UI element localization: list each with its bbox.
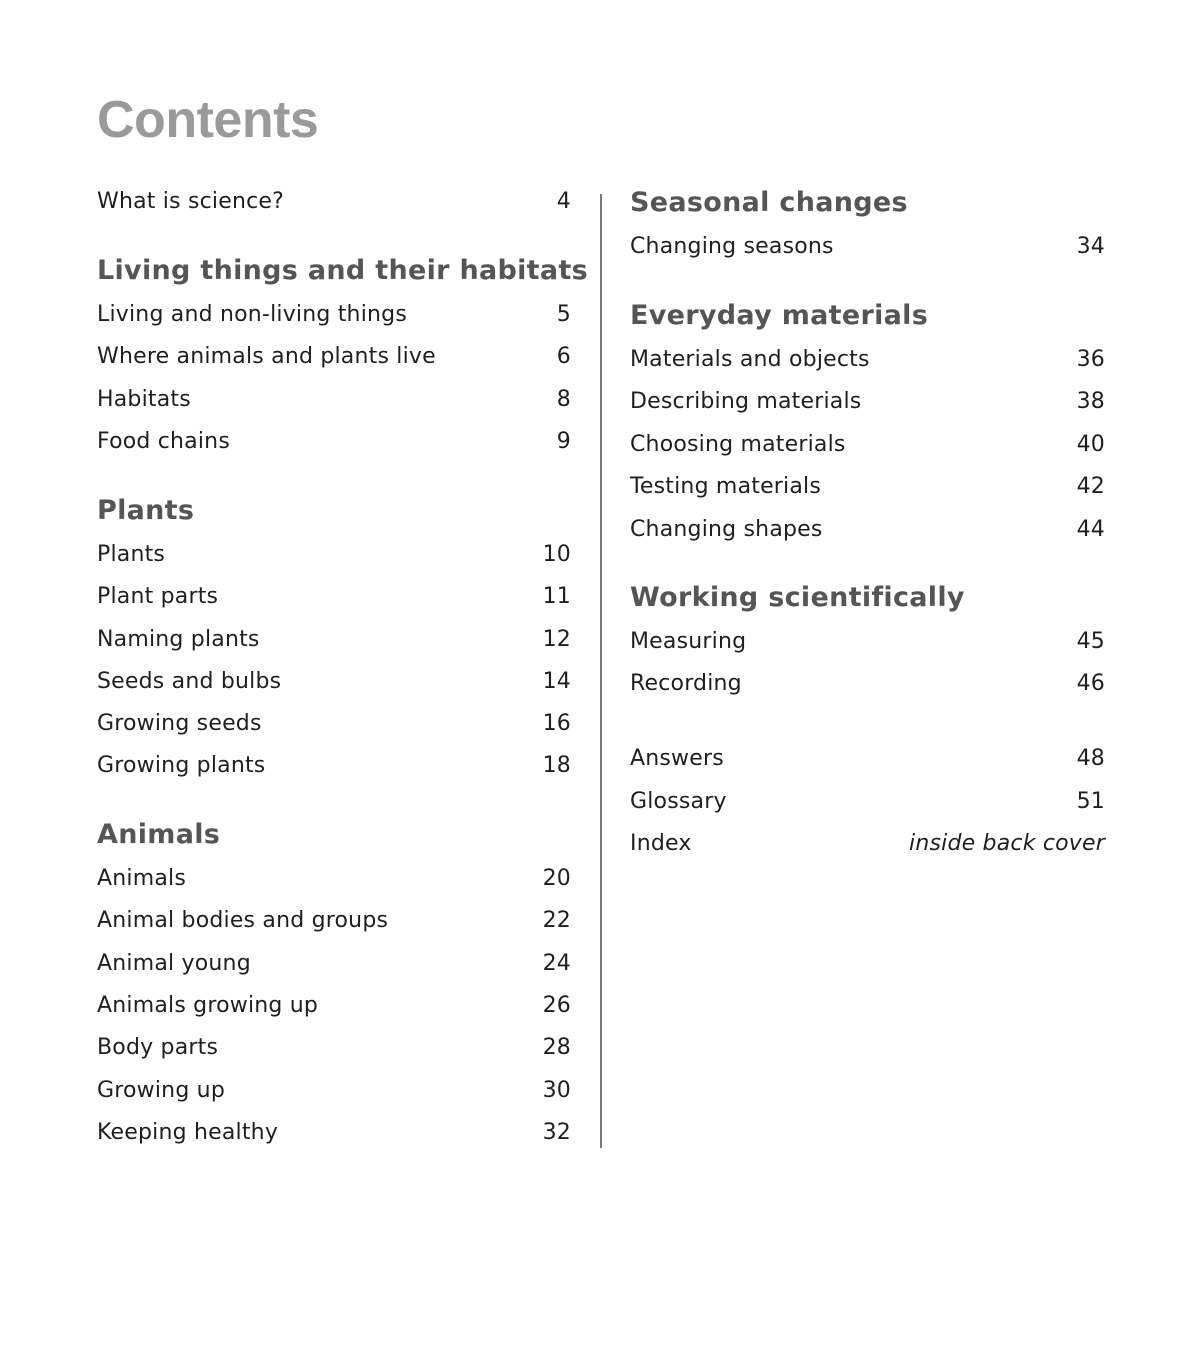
entry-label: Animal young: [97, 951, 251, 976]
entry-label: What is science?: [97, 189, 285, 214]
entry-label: Recording: [630, 671, 742, 696]
entry-label: Growing up: [97, 1078, 225, 1103]
section-heading-everyday-materials: Everyday materials: [630, 300, 929, 331]
toc-entry-answers[interactable]: [630, 745, 1105, 773]
entry-label: Seeds and bulbs: [97, 669, 282, 694]
entry-label: Changing seasons: [630, 234, 834, 259]
section-heading-animals: Animals: [97, 819, 221, 850]
entry-label: Answers: [630, 746, 724, 771]
entry-label: Animal bodies and groups: [97, 908, 389, 933]
entry-page: 36: [1076, 347, 1105, 372]
entry-page: 18: [542, 753, 571, 778]
page-title: Contents: [97, 91, 319, 149]
entry-page: 38: [1076, 389, 1105, 414]
entry-page: 46: [1076, 671, 1105, 696]
entry-label: Materials and objects: [630, 347, 870, 372]
entry-label: Animals growing up: [97, 993, 319, 1018]
entry-page: 24: [542, 951, 571, 976]
entry-page: 32: [542, 1120, 571, 1145]
entry-page: 22: [542, 908, 571, 933]
entry-page: 8: [556, 387, 571, 412]
section-heading-living-things: Living things and their habitats: [97, 255, 588, 286]
toc-entry[interactable]: [630, 473, 1105, 501]
entry-page: 6: [556, 344, 571, 369]
entry-page: 30: [542, 1078, 571, 1103]
entry-page: 40: [1076, 432, 1105, 457]
entry-page: 51: [1076, 789, 1105, 814]
entry-page: 48: [1076, 746, 1105, 771]
entry-label: Where animals and plants live: [97, 344, 436, 369]
entry-label: Growing plants: [97, 753, 266, 778]
entry-label: Food chains: [97, 429, 230, 454]
entry-label: Living and non-living things: [97, 302, 407, 327]
toc-entry[interactable]: [630, 628, 1105, 656]
entry-page: 28: [542, 1035, 571, 1060]
toc-entry[interactable]: [630, 233, 1105, 261]
toc-entry[interactable]: [630, 670, 1105, 698]
section-heading-plants: Plants: [97, 495, 195, 526]
entry-label: Glossary: [630, 789, 727, 814]
entry-page: 42: [1076, 474, 1105, 499]
entry-page: 20: [542, 866, 571, 891]
entry-label: Plant parts: [97, 584, 219, 609]
entry-page: 14: [542, 669, 571, 694]
entry-page: 11: [542, 584, 571, 609]
toc-entry[interactable]: [630, 431, 1105, 459]
entry-page: 45: [1076, 629, 1105, 654]
entry-page: 5: [556, 302, 571, 327]
entry-label: Index: [630, 831, 692, 856]
toc-entry[interactable]: [630, 516, 1105, 544]
entry-label: Describing materials: [630, 389, 862, 414]
entry-page: 10: [542, 542, 571, 567]
entry-label: Plants: [97, 542, 166, 567]
entry-label: Keeping healthy: [97, 1120, 279, 1145]
entry-label: Testing materials: [630, 474, 822, 499]
entry-page: 9: [556, 429, 571, 454]
entry-label: Choosing materials: [630, 432, 846, 457]
entry-page: 44: [1076, 517, 1105, 542]
entry-page: 16: [542, 711, 571, 736]
toc-entry-glossary[interactable]: [630, 788, 1105, 816]
entry-page: 34: [1076, 234, 1105, 259]
toc-entry[interactable]: [630, 388, 1105, 416]
toc-entry[interactable]: [630, 346, 1105, 374]
toc-entry-index[interactable]: [630, 830, 1105, 858]
section-heading-seasonal-changes: Seasonal changes: [630, 187, 908, 218]
entry-label: Animals: [97, 866, 186, 891]
entry-label: Measuring: [630, 629, 747, 654]
entry-page: 12: [542, 627, 571, 652]
entry-label: Naming plants: [97, 627, 260, 652]
entry-page: 26: [542, 993, 571, 1018]
entry-label: Changing shapes: [630, 517, 823, 542]
entry-label: Habitats: [97, 387, 191, 412]
entry-label: Growing seeds: [97, 711, 262, 736]
entry-label: Body parts: [97, 1035, 219, 1060]
section-heading-working-scientifically: Working scientifically: [630, 582, 965, 613]
entry-page: inside back cover: [909, 831, 1105, 856]
entry-page: 4: [556, 189, 571, 214]
